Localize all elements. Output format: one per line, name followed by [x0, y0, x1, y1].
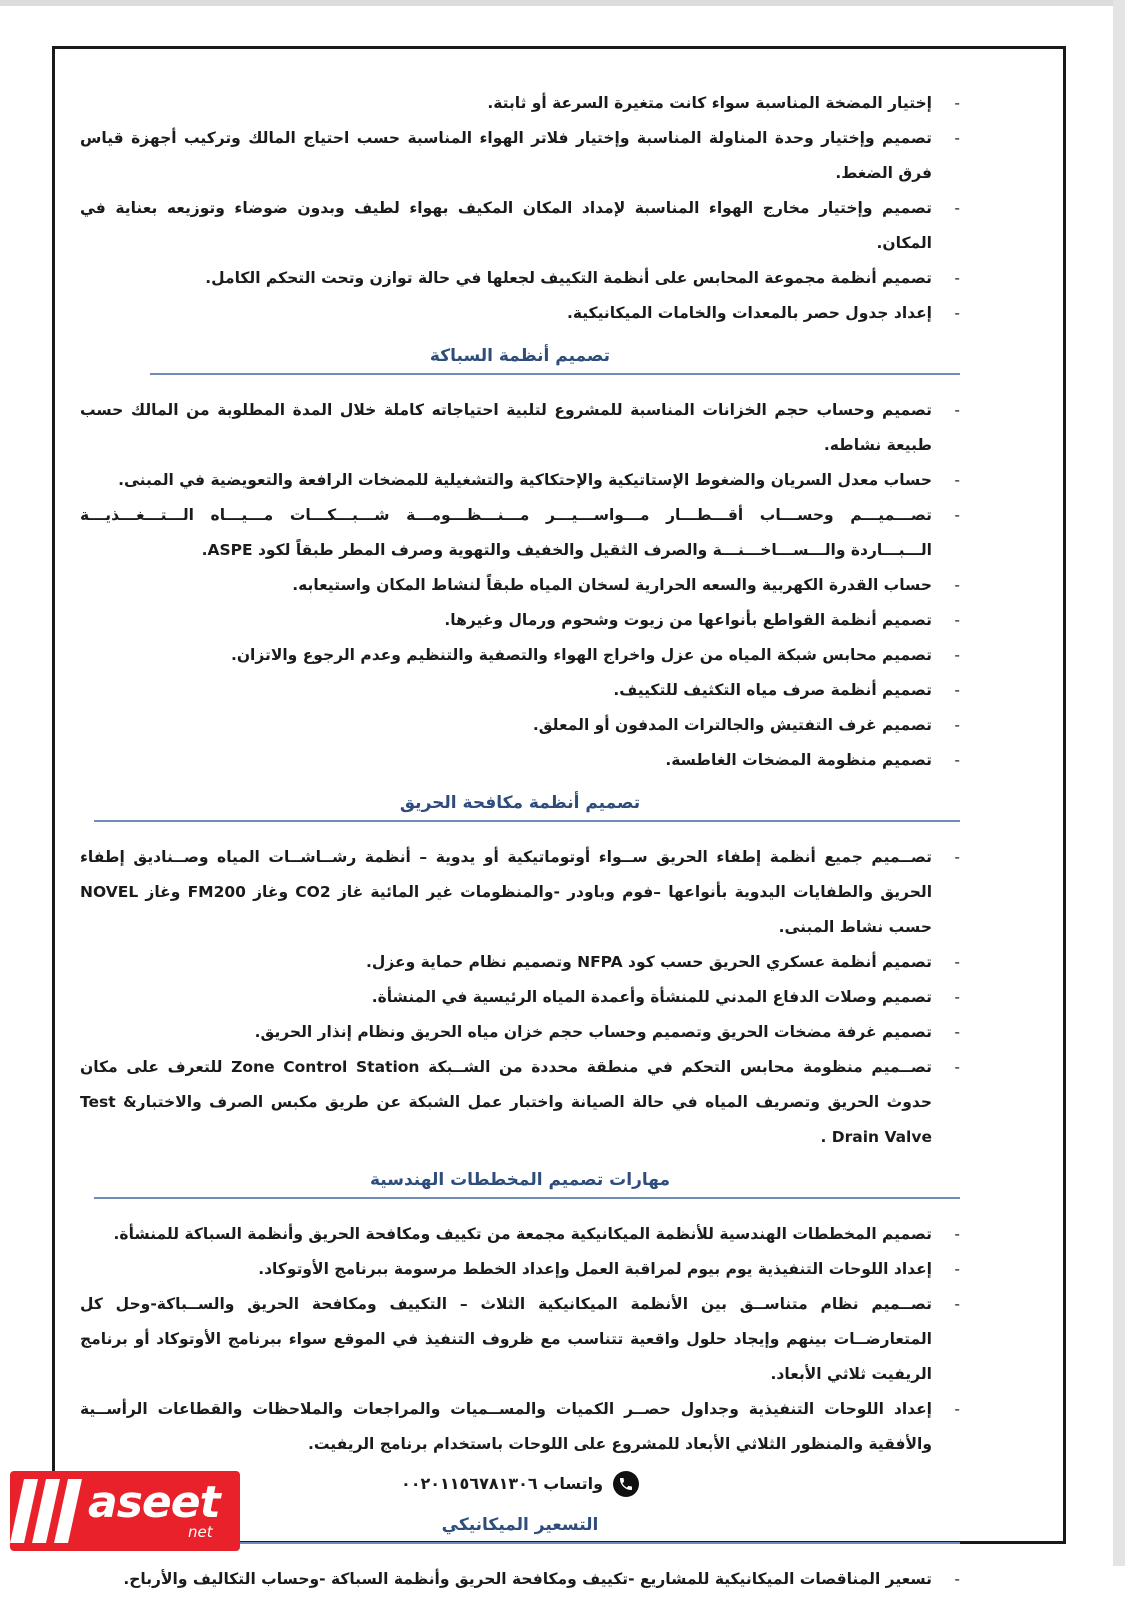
logo-brand: aseet [88, 1477, 220, 1528]
logo-suffix: net [188, 1523, 213, 1541]
list-item: - تصــميم منظومة محابس التحكم في منطقة محددة من الشــبكة Zone Control Station للتعرف على مكان حدوث الحريق وتصريف المياه في حالة الصيانة واختبار عمل الشبكة عن طريق مكبس الصرف والاختبارTest & Drain Valve . [80, 1050, 960, 1155]
list-item: - إعداد اللوحات التنفيذية وجداول حصــر الكميات والمســميات والمراجعات والملاحظات والقطاعات الرأســية والأفقية والمنظور الثلاثي الأبعاد للمشروع على اللوحات باستخدام برنامج الريفيت. [80, 1392, 960, 1462]
pricing-list [80, 1562, 960, 1597]
section-divider [94, 1197, 960, 1199]
list-item: - تصميم غرف التفتيش والجالترات المدفون أو المعلق. [80, 708, 960, 743]
section-title-plumbing: تصميم أنظمة السباكة [429, 346, 611, 366]
list-item: - تصــميم نظام متناســق بين الأنظمة الميكانيكية الثلاث – التكييف ومكافحة الحريق والســباكة-وحل كل المتعارضــات بينهم وإيجاد حلول واقعية تتناسب مع ظروف التنفيذ في الموقع سواء ببرنامج الأوتوكاد أو برنامج الريفيت ثلاثي الأبعاد. [80, 1287, 960, 1392]
document-content [80, 86, 960, 1597]
list-item: - تصميم أنظمة صرف مياه التكثيف للتكييف. [80, 673, 960, 708]
list-item: - تسعير المناقصات الميكانيكية للمشاريع -تكييف ومكافحة الحريق وأنظمة السباكة -وحساب التكاليف والأرباح. [80, 1562, 960, 1597]
section-title-pricing: التسعير الميكانيكي [441, 1515, 599, 1535]
list-item: - إختيار المضخة المناسبة سواء كانت متغيرة السرعة أو ثابتة. [80, 86, 960, 121]
phone-icon [613, 1471, 639, 1497]
list-item: - حساب معدل السريان والضغوط الإستاتيكية والإحتكاكية والتشغيلية للمضخات الرافعة والتعويضية في المبنى. [80, 463, 960, 498]
list-item: - تصميم أنظمة مجموعة المحابس على أنظمة التكييف لجعلها في حالة توازن وتحت التحكم الكامل. [80, 261, 960, 296]
section-divider [150, 373, 960, 375]
fire-list [80, 840, 960, 1155]
list-item: - تصميم وحساب حجم الخزانات المناسبة للمشروع لتلبية احتياجاته كاملة خلال المدة المطلوبة من المالك حسب طبيعة نشاطه. [80, 393, 960, 463]
section-divider [94, 820, 960, 822]
list-item: - تصميم غرفة مضخات الحريق وتصميم وحساب حجم خزان مياه الحريق ونظام إنذار الحريق. [80, 1015, 960, 1050]
section-title-drawings: مهارات تصميم المخططات الهندسية [370, 1170, 670, 1190]
list-item: - تصميم وإختيار مخارج الهواء المناسبة لإمداد المكان المكيف بهواء لطيف وبدون ضوضاء وتوزيعه بعناية في المكان. [80, 191, 960, 261]
section-title-fire: تصميم أنظمة مكافحة الحريق [399, 793, 641, 813]
section-divider [150, 1542, 960, 1544]
list-item: - تصميم منظومة المضخات الغاطسة. [80, 743, 960, 778]
list-item: - تصميم وإختيار وحدة المناولة المناسبة وإختيار فلاتر الهواء المناسبة حسب احتياج المالك وتركيب أجهزة قياس فرق الضغط. [80, 121, 960, 191]
list-item: - تصـــميـــم وحســـاب أقـــطـــار مـــواســـيـــر مـــنـــظـــومـــة شـــبـــكـــات مـــيـــاه الـــتـــغـــذيـــة الـــبـــاردة والـــســـاخـــنـــة والصرف الثقيل والخفيف والتهوية وصرف المطر طبقاً لكود ASPE. [80, 498, 960, 568]
list-item: - تصميم محابس شبكة المياه من عزل واخراج الهواء والتصفية والتنظيم وعدم الرجوع والاتزان. [80, 638, 960, 673]
watermark-logo [10, 1471, 240, 1551]
drawings-list [80, 1217, 960, 1462]
list-item: - تصميم المخططات الهندسية للأنظمة الميكانيكية مجمعة من تكييف ومكافحة الحريق وأنظمة السباكة للمنشأة. [80, 1217, 960, 1252]
list-item: - تصميم أنظمة عسكري الحريق حسب كود NFPA وتصميم نظام حماية وعزل. [80, 945, 960, 980]
scan-edge-right [1113, 0, 1125, 1566]
list-item: - إعداد جدول حصر بالمعدات والخامات الميكانيكية. [80, 296, 960, 331]
hvac-list [80, 86, 960, 331]
list-item: - إعداد اللوحات التنفيذية يوم بيوم لمراقبة العمل وإعداد الخطط مرسومة ببرنامج الأوتوكاد. [80, 1252, 960, 1287]
list-item: - حساب القدرة الكهربية والسعه الحرارية لسخان المياه طبقاً لنشاط المكان واستيعابه. [80, 568, 960, 603]
plumbing-list [80, 393, 960, 778]
whatsapp-number: واتساب ٠٠٢٠١١٥٦٧٨١٣٠٦ [400, 1474, 604, 1493]
scan-edge-top [0, 0, 1125, 6]
list-item: - تصميم أنظمة القواطع بأنواعها من زيوت وشحوم ورمال وغيرها. [80, 603, 960, 638]
list-item: - تصميم وصلات الدفاع المدني للمنشأة وأعمدة المياه الرئيسية في المنشأة. [80, 980, 960, 1015]
logo-stripes-icon [10, 1471, 90, 1551]
list-item: - تصــميم جميع أنظمة إطفاء الحريق ســواء أوتوماتيكية أو يدوية – أنظمة رشــاشــات المياه وصــناديق إطفاء الحريق والطفايات اليدوية بأنواعها –فوم وباودر -والمنظومات غير المائية غاز CO2 وغاز FM200 وغاز NOVEL حسب نشاط المبنى. [80, 840, 960, 945]
